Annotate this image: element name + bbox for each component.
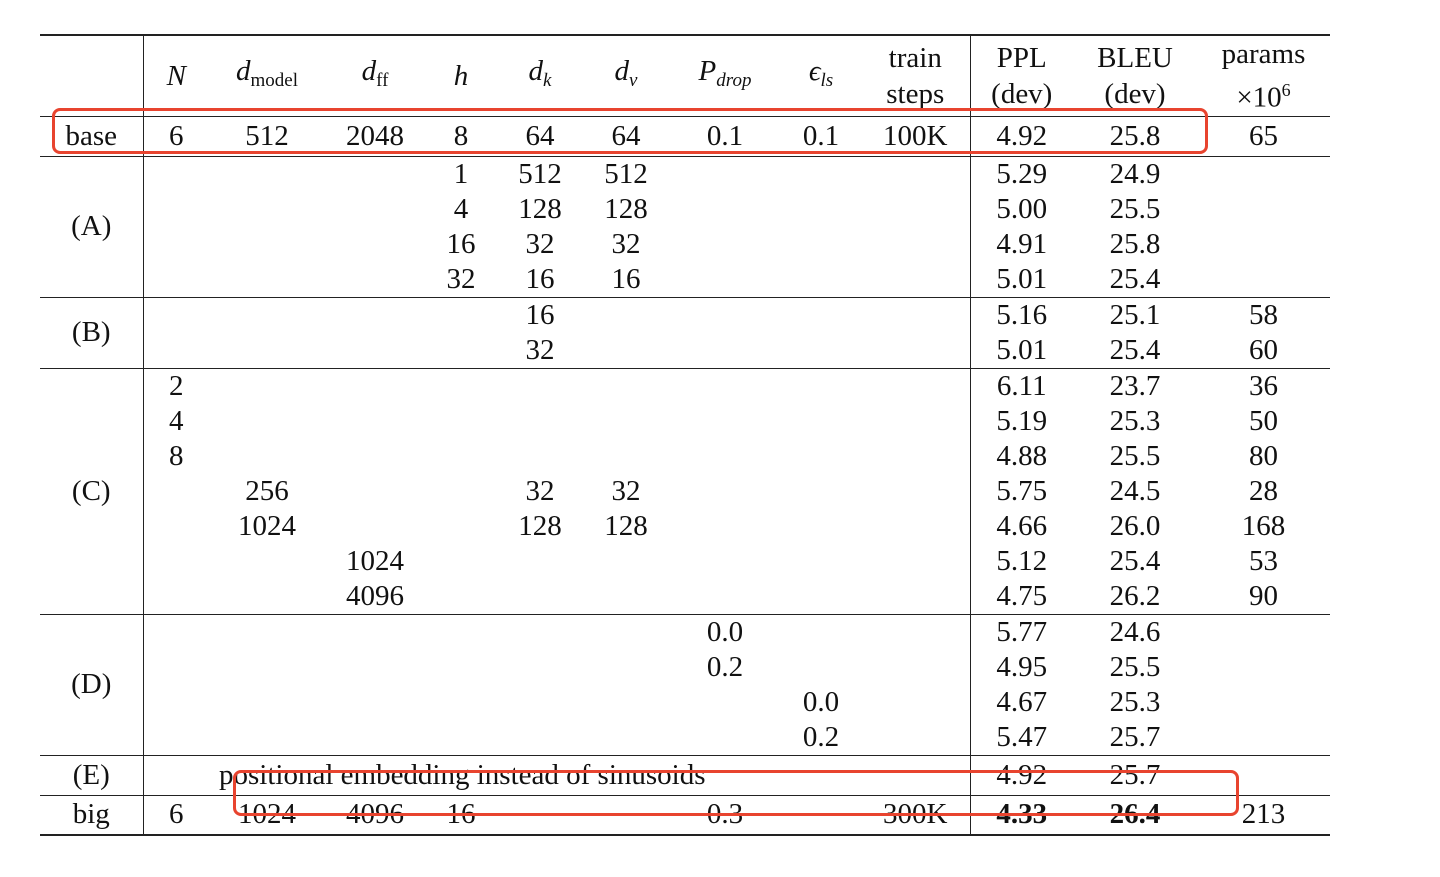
row-e: [40, 755, 1330, 795]
cell: 5.00: [996, 192, 1048, 225]
cell: 1024: [346, 544, 404, 577]
row-b-1: [40, 297, 1330, 333]
cell: 4096: [346, 798, 404, 831]
cell: 32: [611, 227, 641, 260]
cell: 25.7: [1109, 720, 1161, 753]
header-n: N: [166, 59, 186, 92]
row-d-2: [40, 650, 1330, 685]
cell: 4.67: [996, 685, 1048, 718]
cell: 25.5: [1109, 439, 1161, 472]
cell: 5.29: [996, 157, 1048, 190]
label-b: (B): [40, 297, 143, 368]
results-table-container: [40, 34, 1330, 836]
cell: 4.66: [996, 509, 1048, 542]
cell: 1: [453, 157, 469, 190]
cell: 4.92: [996, 758, 1048, 791]
row-d-1: [40, 614, 1330, 650]
cell: 32: [525, 333, 555, 366]
header-ppl: PPL (dev): [991, 41, 1053, 110]
header-row: [40, 35, 1330, 116]
cell: 24.9: [1109, 157, 1161, 190]
cell: 4.95: [996, 650, 1048, 683]
cell: 60: [1249, 333, 1278, 366]
header-els: $\epsilon_{ls}$: [808, 54, 834, 91]
row-c-4: [40, 474, 1330, 509]
row-c-7: [40, 579, 1330, 615]
cell: 26.4: [1109, 798, 1161, 831]
label-d: (D): [40, 614, 143, 755]
cell: 256: [245, 474, 289, 507]
row-a-3: [40, 227, 1330, 262]
results-table: [40, 34, 1330, 836]
cell: 25.1: [1109, 298, 1161, 331]
cell: 6.11: [996, 369, 1047, 402]
cell: 1024: [238, 509, 296, 542]
header-pdrop: $P_{drop}$: [698, 54, 752, 91]
cell: 25.4: [1109, 333, 1161, 366]
header-dv: $d_v$: [614, 54, 638, 91]
cell: 4.92: [996, 119, 1048, 152]
cell: 25.7: [1109, 758, 1161, 791]
header-train-steps: train steps: [861, 35, 970, 116]
cell: 53: [1249, 544, 1278, 577]
cell: 25.5: [1109, 192, 1161, 225]
cell: 5.47: [996, 720, 1048, 753]
cell: 4.88: [996, 439, 1048, 472]
cell: 16: [446, 798, 476, 831]
header-dk: $d_k$: [528, 54, 552, 91]
cell: 24.5: [1109, 474, 1161, 507]
cell: 6: [169, 798, 184, 831]
cell: 50: [1249, 404, 1278, 437]
cell: 0.1: [802, 119, 840, 152]
row-a-4: [40, 262, 1330, 298]
row-a-2: [40, 192, 1330, 227]
e-description: positional embedding instead of sinusoids: [209, 755, 970, 795]
cell: 4.75: [996, 579, 1048, 612]
cell: 128: [518, 509, 562, 542]
cell: 0.0: [802, 685, 840, 718]
header-h: h: [453, 59, 469, 92]
row-c-6: [40, 544, 1330, 579]
cell: 8: [453, 119, 469, 152]
row-base: [40, 116, 1330, 156]
row-a-1: [40, 156, 1330, 192]
header-dff: $d_{ff}$: [361, 54, 389, 91]
cell: 4: [453, 192, 469, 225]
cell: 25.4: [1109, 262, 1161, 295]
cell: 168: [1241, 509, 1286, 542]
cell: 25.4: [1109, 544, 1161, 577]
cell: 0.0: [706, 615, 744, 648]
cell: 25.5: [1109, 650, 1161, 683]
cell: 300K: [861, 795, 970, 835]
cell: 2: [169, 369, 184, 402]
row-c-2: [40, 404, 1330, 439]
header-params: params $\times 10^6$: [1221, 38, 1306, 114]
row-big: [40, 795, 1330, 835]
label-e: (E): [40, 755, 143, 795]
cell: 64: [611, 119, 641, 152]
cell: 32: [446, 262, 476, 295]
cell: 5.01: [996, 262, 1048, 295]
cell: 512: [604, 157, 648, 190]
cell: 16: [446, 227, 476, 260]
cell: 6: [169, 119, 184, 152]
cell: 16: [611, 262, 641, 295]
cell: 0.3: [706, 798, 744, 831]
cell: 24.6: [1109, 615, 1161, 648]
cell: 36: [1249, 369, 1278, 402]
row-d-3: [40, 685, 1330, 720]
cell: 512: [518, 157, 562, 190]
cell: 28: [1249, 474, 1278, 507]
cell: 213: [1241, 798, 1286, 831]
cell: 4.91: [996, 227, 1048, 260]
cell: 25.3: [1109, 685, 1161, 718]
cell: 8: [169, 439, 184, 472]
cell: 5.12: [996, 544, 1048, 577]
cell: 2048: [346, 119, 404, 152]
cell: 25.8: [1109, 119, 1161, 152]
cell: 512: [245, 119, 289, 152]
cell: 32: [611, 474, 641, 507]
cell: 5.16: [996, 298, 1048, 331]
header-bleu: BLEU (dev): [1097, 41, 1173, 110]
cell: 4.33: [996, 798, 1048, 831]
cell: 128: [604, 192, 648, 225]
cell: 16: [525, 262, 555, 295]
cell: 5.75: [996, 474, 1048, 507]
label-base: base: [40, 116, 143, 156]
cell: 25.3: [1109, 404, 1161, 437]
cell: 4: [169, 404, 184, 437]
cell: 128: [518, 192, 562, 225]
cell: 1024: [238, 798, 296, 831]
cell: 32: [525, 227, 555, 260]
cell: 16: [525, 298, 555, 331]
cell: 128: [604, 509, 648, 542]
cell: 80: [1249, 439, 1278, 472]
cell: 58: [1249, 298, 1278, 331]
cell: 0.1: [706, 119, 744, 152]
label-c: (C): [40, 368, 143, 614]
cell: 32: [525, 474, 555, 507]
row-b-2: [40, 333, 1330, 369]
cell: 4096: [346, 579, 404, 612]
cell: 64: [525, 119, 555, 152]
header-empty: [40, 35, 143, 116]
cell: 100K: [861, 116, 970, 156]
row-c-1: [40, 368, 1330, 404]
header-dmodel: $d_{model}$: [236, 54, 298, 91]
cell: 5.19: [996, 404, 1048, 437]
cell: 26.0: [1109, 509, 1161, 542]
cell: 5.01: [996, 333, 1048, 366]
row-c-5: [40, 509, 1330, 544]
label-big: big: [40, 795, 143, 835]
cell: 0.2: [802, 720, 840, 753]
cell: 23.7: [1109, 369, 1161, 402]
cell: 25.8: [1109, 227, 1161, 260]
cell: 5.77: [996, 615, 1048, 648]
row-d-4: [40, 720, 1330, 756]
cell: 26.2: [1109, 579, 1161, 612]
label-a: (A): [40, 156, 143, 297]
cell: 0.2: [706, 650, 744, 683]
row-c-3: [40, 439, 1330, 474]
cell: 65: [1249, 119, 1278, 152]
cell: 90: [1249, 579, 1278, 612]
